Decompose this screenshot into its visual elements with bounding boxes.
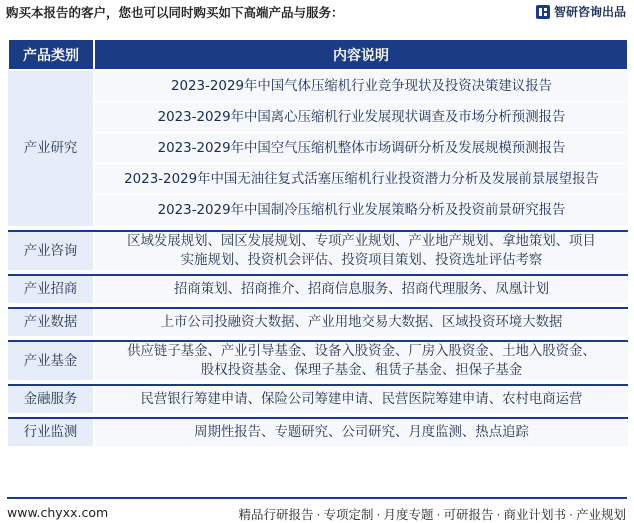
- report-link[interactable]: 2023-2029年中国空气压缩机整体市场调研分析及发展规模预测报告: [94, 133, 628, 164]
- table-row: [8, 275, 628, 303]
- content-cell: [94, 341, 628, 380]
- footer-divider: [7, 497, 627, 499]
- footer-link[interactable]: 精品行研报告: [238, 507, 314, 522]
- footer-link[interactable]: 专项定制: [323, 507, 374, 522]
- content-cell: [94, 308, 628, 336]
- report-link[interactable]: 2023-2029年中国离心压缩机行业发展现状调查及市场分析预测报告: [94, 102, 628, 133]
- category-cell-finance: 金融服务: [8, 385, 94, 413]
- table-row: [8, 385, 628, 413]
- category-cell-monitoring: 行业监测: [8, 418, 94, 446]
- footer-link[interactable]: 商业计划书: [503, 507, 566, 522]
- table-row: [8, 341, 628, 380]
- table-row: [8, 164, 628, 195]
- brand-name: 智研咨询出品: [553, 5, 626, 19]
- table-row: [8, 195, 628, 226]
- content-line: 招商策划、招商推介、招商信息服务、招商代理服务、凤凰计划: [174, 282, 549, 297]
- content-cell: [94, 231, 628, 270]
- column-header-category: 产品类别: [8, 39, 94, 70]
- category-cell-data: 产业数据: [8, 308, 94, 336]
- table-row: [8, 308, 628, 336]
- footer-separator: ·: [376, 507, 381, 522]
- top-bar: [0, 0, 634, 24]
- footer-link[interactable]: 产业规划: [575, 507, 626, 522]
- table-header-row: [8, 39, 628, 70]
- content-line: 供应链子基金、产业引导基金、设备入股资金、厂房入股资金、土地入股资金、: [127, 344, 596, 359]
- site-url-link[interactable]: www.chyxx.com: [7, 505, 109, 520]
- column-header-content: 内容说明: [94, 39, 628, 70]
- content-cell: [94, 385, 628, 413]
- content-line: 区域发展规划、园区发展规划、专项产业规划、产业地产规划、拿地策划、项目: [127, 234, 596, 249]
- footer-separator: ·: [316, 507, 321, 522]
- content-cell: [94, 275, 628, 303]
- content-line: 股权投资基金、保理子基金、租赁子基金、担保子基金: [200, 363, 523, 378]
- brand: [536, 3, 626, 20]
- content-line: 上市公司投融资大数据、产业用地交易大数据、区域投资环境大数据: [160, 315, 563, 330]
- category-cell-investment-promotion: 产业招商: [8, 275, 94, 303]
- table-row: [8, 231, 628, 270]
- report-link[interactable]: 2023-2029年中国气体压缩机行业竞争现状及投资决策建议报告: [94, 70, 628, 102]
- category-cell-fund: 产业基金: [8, 341, 94, 380]
- report-link[interactable]: 2023-2029年中国制冷压缩机行业发展策略分析及投资前景研究报告: [94, 195, 628, 226]
- table-row: [8, 418, 628, 446]
- table-row: [8, 133, 628, 164]
- services-table: [7, 38, 629, 446]
- table-row: [8, 70, 628, 102]
- footer-link[interactable]: 月度专题: [383, 507, 434, 522]
- table-row: [8, 102, 628, 133]
- footer-separator: ·: [436, 507, 441, 522]
- intro-text: 购买本报告的客户，您也可以同时购买如下高端产品与服务：: [6, 5, 344, 20]
- content-line: 实施规划、投资机会评估、投资项目策划、投资选址评估考察: [180, 253, 543, 268]
- category-cell-consulting: 产业咨询: [8, 231, 94, 270]
- footer-link[interactable]: 可研报告: [443, 507, 494, 522]
- footer-links: [238, 505, 626, 523]
- content-line: 民营银行筹建申请、保险公司筹建申请、民营医院筹建申请、农村电商运营: [140, 392, 583, 407]
- report-link[interactable]: 2023-2029年中国无油往复式活塞压缩机行业投资潜力分析及发展前景展望报告: [94, 164, 628, 195]
- content-cell: [94, 418, 628, 446]
- content-line: 周期性报告、专题研究、公司研究、月度监测、热点追踪: [194, 425, 529, 440]
- brand-logo-icon: [536, 5, 550, 19]
- footer-separator: ·: [496, 507, 501, 522]
- footer-separator: ·: [569, 507, 573, 522]
- category-cell-research: 产业研究: [8, 70, 94, 226]
